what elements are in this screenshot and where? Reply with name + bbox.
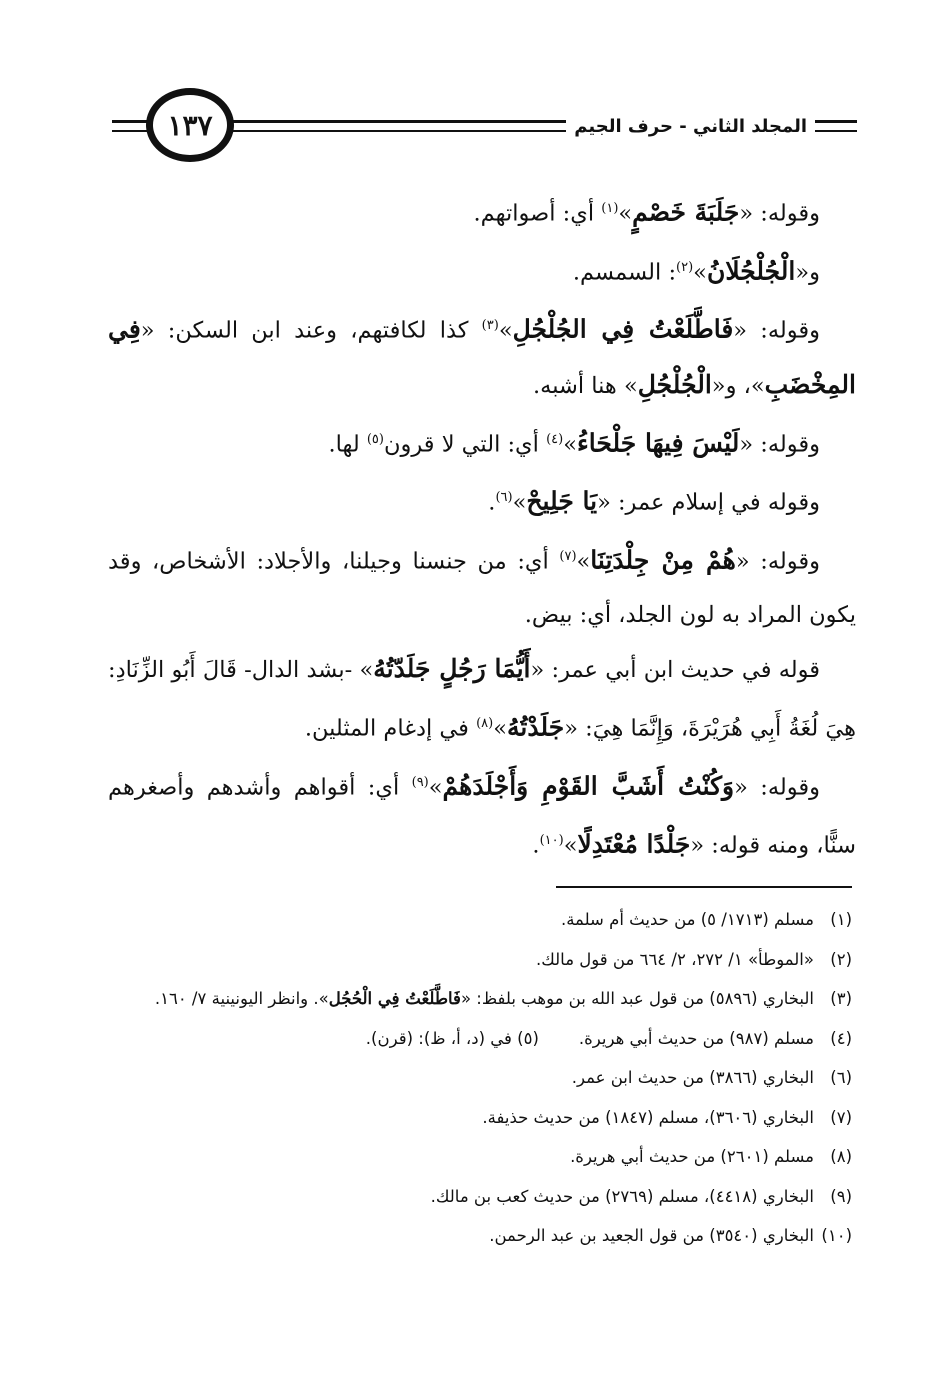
footnote-item: (١) مسلم (١٧١٣/ ٥) من حديث أم سلمة. <box>560 910 852 929</box>
footnote-ref: (٥) <box>366 431 384 447</box>
footnote-ref: (٢) <box>676 259 694 275</box>
footnotes-list <box>107 900 852 1256</box>
page-number: ١٣٧ <box>146 88 234 162</box>
footnote-item: (٦) البخاري (٣٨٦٦) من حديث ابن عمر. <box>571 1068 852 1087</box>
footnote-ref: (٦) <box>495 490 513 505</box>
footnote-ref: (٧) <box>559 548 577 564</box>
running-title: المجلد الثاني - حرف الجيم <box>566 116 815 137</box>
footnote-item: (٨) مسلم (٢٦٠١) من حديث أبي هريرة. <box>570 1147 852 1166</box>
paragraph-6: وقوله: «هُمْ مِنْ جِلْدَتِنَا»$^{(٧)}$ أي: من جنسنا وجيلنا، والأجلاد: الأشخاص، وقد يكون المراد به لون الجلد، أي: بيض. <box>108 545 856 628</box>
footnote-item: (٣) البخاري (٥٨٩٦) من قول عبد الله بن موهب بلفظ: «فَاطَّلَعْتُ فِي الْحُجُل». وانظر اليونينية ٧/ ١٦٠. <box>154 989 852 1008</box>
footnote-item: (٧) البخاري (٣٦٠٦)، مسلم (١٨٤٧) من حديث حذيفة. <box>482 1107 852 1127</box>
footnote-item: (١٠) البخاري (٣٥٤٠) من قول الجعيد بن عبد الرحمن. <box>489 1226 852 1245</box>
paragraph-3: وقوله: «فَاطَّلَعْتُ فِي الجُلْجُلِ»$^{(٣)}$ كذا لكافتهم، وعند ابن السكن: «فِي المِخْضَبِ»، و«الْجُلْجُلِ» هنا أشبه. <box>108 314 856 399</box>
paragraph-1: وقوله: «جَلَبَةَ خَصْمٍ»$^{(١)}$ أي: أصواتهم. <box>473 197 820 227</box>
footnote-ref: (٤) <box>546 431 564 447</box>
page-header <box>112 88 857 168</box>
footnote-item: (٤) مسلم (٩٨٧) من حديث أبي هريرة.(٥) في (د، أ، ظ): (قرن). <box>365 1028 852 1048</box>
paragraph-4: وقوله: «لَيْسَ فِيهَا جَلْحَاءُ»$^{(٤)}$ أي: التي لا قرون$^{(٥)}$ لها. <box>328 428 820 457</box>
main-text <box>108 182 856 873</box>
footnote-ref: (١) <box>601 201 619 216</box>
paragraph-8: وقوله: «وَكُنْتُ أَشَبَّ القَوْمِ وَأَجْلَدَهُمْ»$^{(٩)}$ أي: أقواهم وأشدهم وأصغرهم سنًّا، ومنه قوله: «جَلْدًا مُعْتَدِلًا»$^{(١٠)}$. <box>108 771 856 859</box>
footnote-ref: (٣) <box>481 318 499 333</box>
footnote-ref: (٩) <box>411 774 429 790</box>
footnote-ref: (٨) <box>476 716 494 731</box>
footnote-item: (٩) البخاري (٤٤١٨)، مسلم (٢٧٦٩) من حديث كعب بن مالك. <box>430 1186 852 1206</box>
footnote-item: (٢) «الموطأ» ١/ ٢٧٢، ٢/ ٦٦٤ من قول مالك. <box>536 949 852 969</box>
paragraph-7: قوله في حديث ابن أبي عمر: «أَيُّمَا رَجُلٍ جَلَدّتُهُ» -بشد الدال- قَالَ أَبُو الزِّنَادِ: هِيَ لُغَةُ أَبِي هُرَيْرَةَ، وَإِنَّمَا هِيَ: «جَلَدْتُهُ»$^{(٨)}$ في إدغام المثلين. <box>108 654 856 742</box>
footnote-divider <box>556 886 852 888</box>
paragraph-2: و«الْجُلْجُلَانُ»$^{(٢)}$: السمسم. <box>572 256 820 285</box>
footnote-ref: (١٠) <box>539 833 564 848</box>
paragraph-5: وقوله في إسلام عمر: «يَا جَلِيحْ»$^{(٦)}$. <box>488 486 820 516</box>
